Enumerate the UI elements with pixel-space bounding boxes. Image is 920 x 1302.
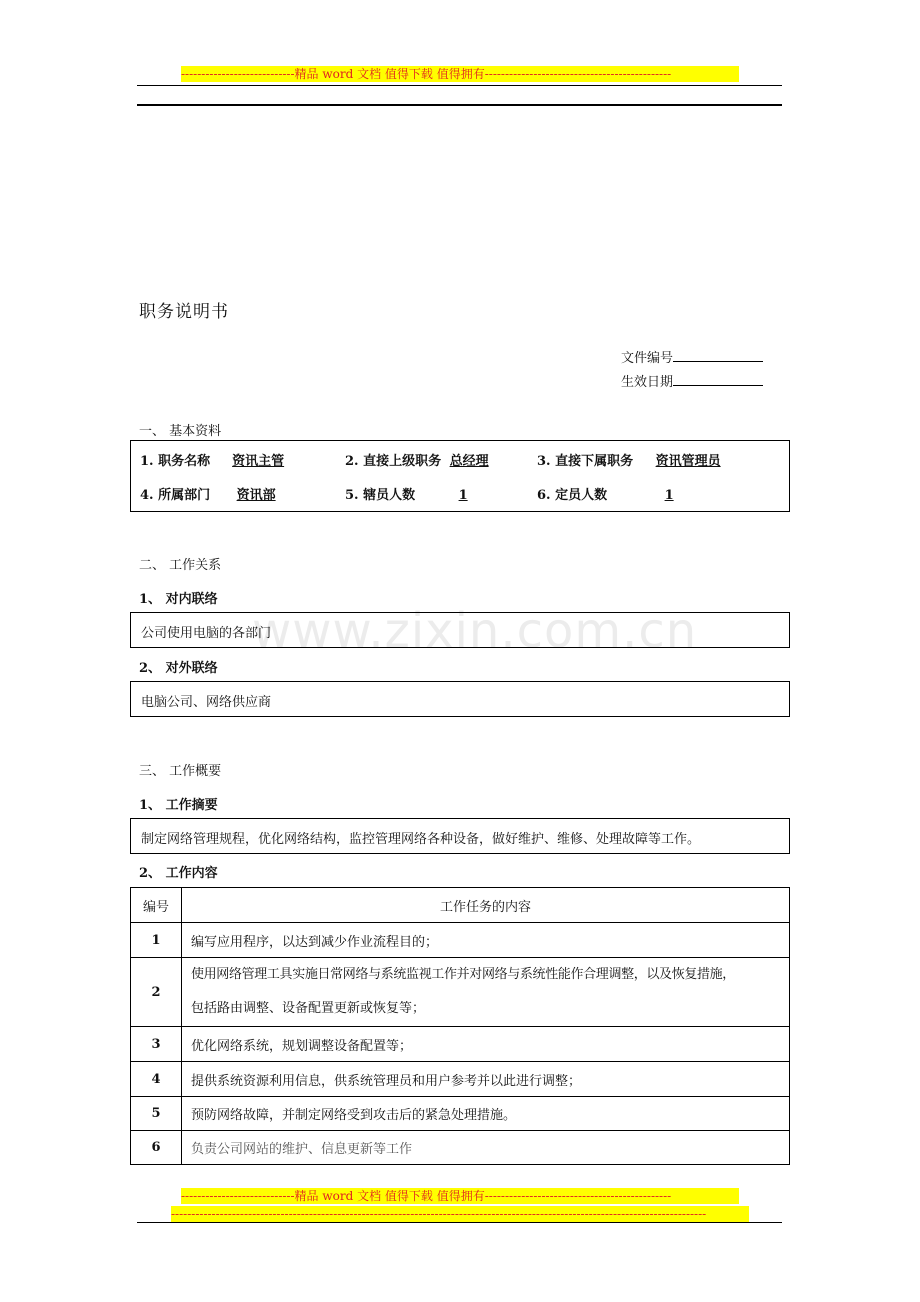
row-text: 提供系统资源利用信息，供系统管理员和用户参考并以此进行调整； (182, 1062, 790, 1097)
header-number: 编号 (131, 888, 182, 923)
field-department (140, 484, 302, 503)
work-summary-box (130, 818, 790, 854)
field-value: 1 (458, 488, 468, 503)
section1-heading: 一、 基本资料 (139, 424, 222, 439)
table-header-row (131, 888, 790, 923)
file-number-field (621, 347, 763, 366)
page-title: 职务说明书 (139, 302, 229, 322)
row-text-line-1: 使用网络管理工具实施日常网络与系统监视工作并对网络与系统性能作合理调整，以及恢复措施， (191, 967, 735, 982)
section2-heading: 二、 工作关系 (139, 558, 222, 573)
table-row (131, 1097, 790, 1131)
effective-date-label: 生效日期 (621, 375, 674, 390)
table-row (131, 1131, 790, 1165)
internal-contact-heading: 1、 对内联络 (139, 592, 218, 607)
footer-banner-dashes: ------------------------------------------------------------------------------------------------------------------------------------ (171, 1206, 749, 1222)
field-label: 6. 定员人数 (537, 488, 608, 503)
watermark: www.zixin.com.cn (252, 603, 698, 659)
external-contact-content: 电脑公司、网络供应商 (141, 695, 272, 710)
external-contact-heading: 2、 对外联络 (139, 661, 218, 676)
field-label: 4. 所属部门 (140, 488, 211, 503)
row-number: 4 (131, 1062, 182, 1097)
table-row (131, 1027, 790, 1062)
header-rule-bottom (137, 104, 782, 106)
file-number-blank (673, 349, 763, 362)
footer-rule (137, 1222, 782, 1223)
field-staff-count (345, 484, 511, 503)
work-content-heading: 2、 工作内容 (139, 866, 218, 881)
task-table (130, 887, 790, 1165)
field-value: 1 (664, 488, 674, 503)
row-text: 负责公司网站的维护、信息更新等工作 (182, 1131, 790, 1165)
header-task-content: 工作任务的内容 (182, 888, 790, 923)
row-number: 1 (131, 923, 182, 958)
field-label: 5. 辖员人数 (345, 488, 416, 503)
field-value: 资讯管理员 (655, 454, 721, 469)
work-summary-content: 制定网络管理规程，优化网络结构，监控管理网络各种设备，做好维护、维修、处理故障等工作。 (141, 832, 701, 847)
row-number: 6 (131, 1131, 182, 1165)
field-value: 总经理 (449, 454, 489, 469)
work-summary-heading: 1、 工作摘要 (139, 798, 218, 813)
row-number: 3 (131, 1027, 182, 1062)
field-label: 3. 直接下属职务 (537, 454, 634, 469)
field-direct-superior (345, 450, 497, 469)
header-banner: ----------------------------精品 word 文档 值得下载 值得拥有---------------------------------------------- (181, 66, 739, 82)
internal-contact-content: 公司使用电脑的各部门 (141, 626, 272, 641)
field-headcount (537, 484, 731, 503)
field-label: 1. 职务名称 (140, 454, 211, 469)
field-position-name (140, 450, 300, 469)
table-row (131, 923, 790, 958)
row-text (182, 958, 790, 1027)
row-number: 2 (131, 958, 182, 1027)
field-value: 资讯主管 (232, 454, 285, 469)
field-direct-subordinate (537, 450, 743, 469)
row-text: 预防网络故障，并制定网络受到攻击后的紧急处理措施。 (182, 1097, 790, 1131)
row-number: 5 (131, 1097, 182, 1131)
row-text: 编写应用程序，以达到减少作业流程目的； (182, 923, 790, 958)
section3-heading: 三、 工作概要 (139, 764, 222, 779)
row-text-line-2: 包括路由调整、设备配置更新或恢复等； (191, 1001, 426, 1016)
internal-contact-box (130, 612, 790, 648)
effective-date-blank (673, 373, 763, 386)
footer-banner: ----------------------------精品 word 文档 值得下载 值得拥有---------------------------------------------- (181, 1188, 739, 1204)
file-number-label: 文件编号 (621, 351, 674, 366)
external-contact-box (130, 681, 790, 717)
header-rule-top (137, 85, 782, 86)
table-row (131, 1062, 790, 1097)
field-label: 2. 直接上级职务 (345, 454, 442, 469)
field-value: 资讯部 (236, 488, 276, 503)
table-row (131, 958, 790, 1027)
effective-date-field (621, 371, 763, 390)
row-text: 优化网络系统，规划调整设备配置等； (182, 1027, 790, 1062)
